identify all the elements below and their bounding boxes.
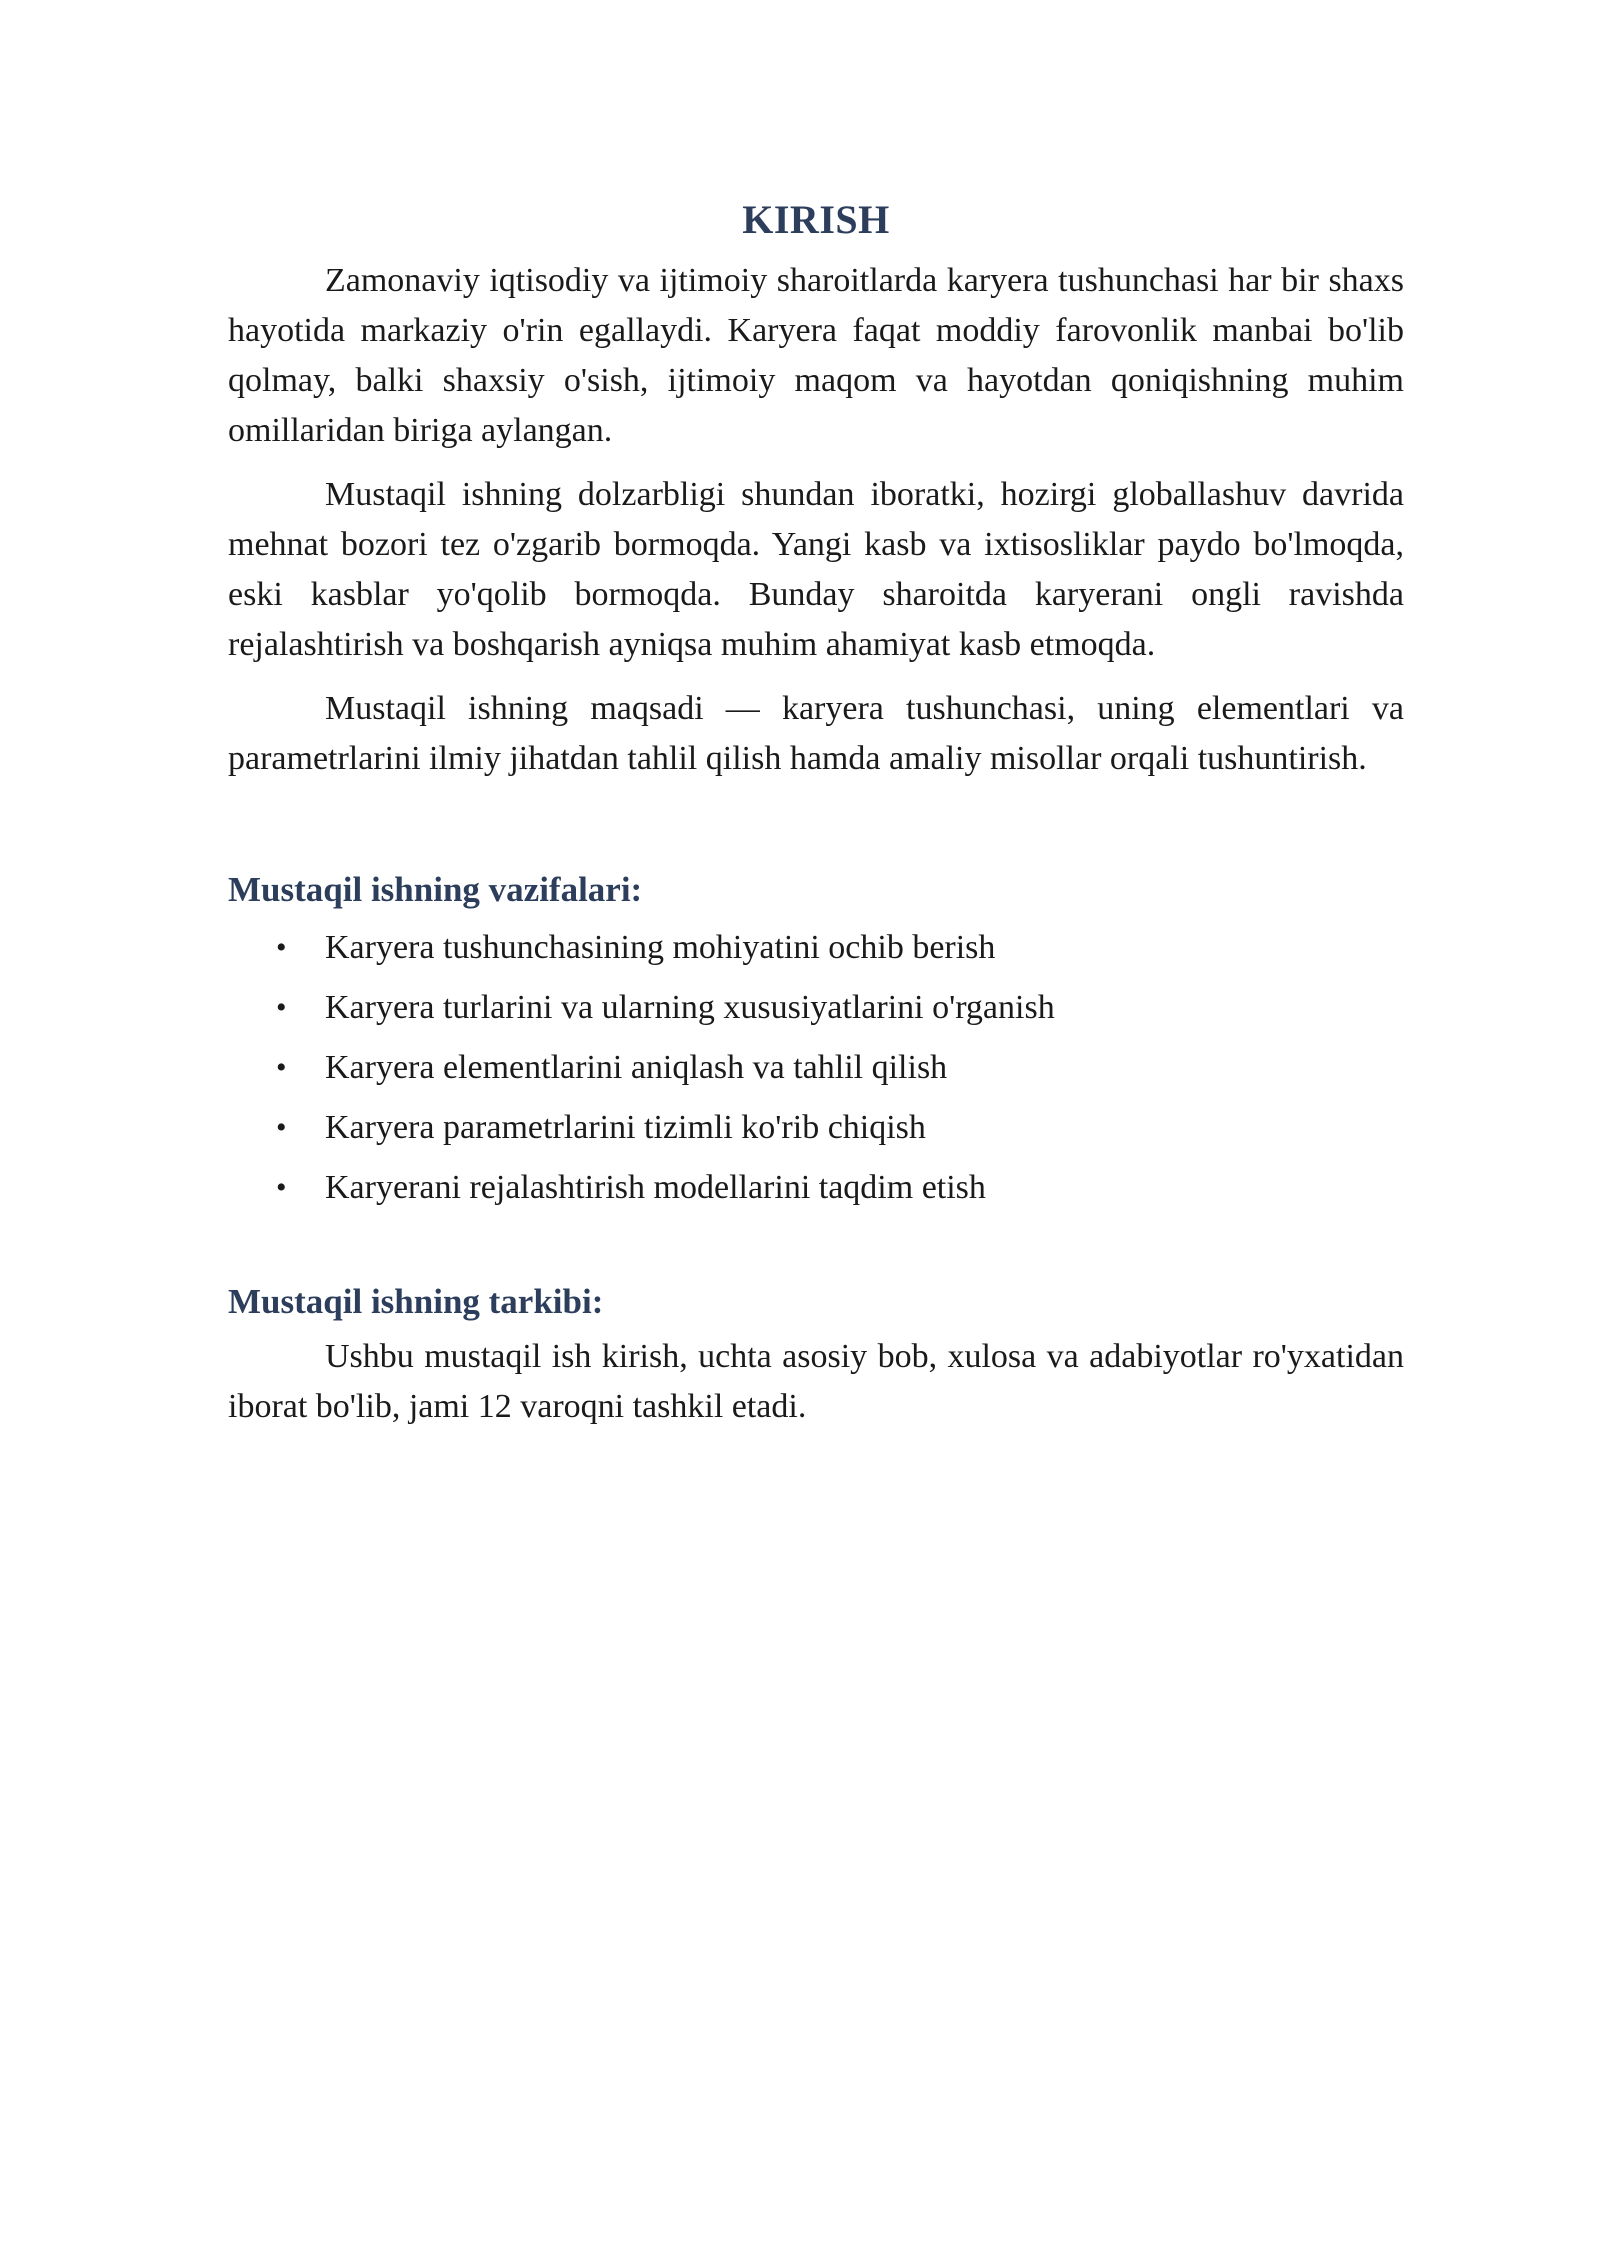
intro-paragraph-2: Mustaqil ishning dolzarbligi shundan iboratki, hozirgi globallashuv davrida mehnat bozori tez o'zgarib bormoqda. Yangi kasb va ixtisosliklar paydo bo'lmoqda, eski kasblar yo'qolib bormoqda. Bunday sharoitda karyerani ongli ravishda rejalashtirish va boshqarish ayniqsa muhim ahamiyat kasb etmoqda. [228,476,1404,663]
intro-paragraph-3: Mustaqil ishning maqsadi — karyera tushunchasi, uning elementlari va parametrlarini ilmiy jihatdan tahlil qilish hamda amaliy misollar orqali tushuntirish. [228,690,1404,777]
list-item-text: Karyera parametrlarini tizimli ko'rib chiqish [325,1109,926,1146]
tasks-heading: Mustaqil ishning vazifalari: [228,870,643,909]
list-item-text: Karyera elementlarini aniqlash va tahlil qilish [325,1049,948,1086]
list-item-text: Karyera turlarini va ularning xususiyatlarini o'rganish [325,989,1055,1026]
section-spacer [228,1218,1404,1276]
list-item [228,918,1404,978]
list-item [228,978,1404,1038]
section-spacer [228,798,1404,864]
page-title: KIRISH [742,197,890,242]
intro-paragraph-1: Zamonaviy iqtisodiy va ijtimoiy sharoitlarda karyera tushunchasi har bir shaxs hayotida markaziy o'rin egallaydi. Karyera faqat moddiy farovonlik manbai bo'lib qolmay, balki shaxsiy o'sish, ijtimoiy maqom va hayotdan qoniqishning muhim omillaridan biriga aylangan. [228,262,1404,449]
tasks-list [228,918,1404,1218]
structure-heading: Mustaqil ishning tarkibi: [228,1282,604,1321]
bullet-icon: • [276,1051,287,1084]
list-item [228,1098,1404,1158]
document-page [228,190,1404,1446]
bullet-icon: • [276,1111,287,1144]
list-item-text: Karyerani rejalashtirish modellarini taqdim etish [325,1169,986,1206]
bullet-icon: • [276,1171,287,1204]
list-item [228,1158,1404,1218]
list-item-text: Karyera tushunchasining mohiyatini ochib berish [325,929,996,966]
bullet-icon: • [276,931,287,964]
list-item [228,1038,1404,1098]
structure-paragraph: Ushbu mustaqil ish kirish, uchta asosiy bob, xulosa va adabiyotlar ro'yxatidan iborat bo'lib, jami 12 varoqni tashkil etadi. [228,1338,1404,1425]
bullet-icon: • [276,991,287,1024]
